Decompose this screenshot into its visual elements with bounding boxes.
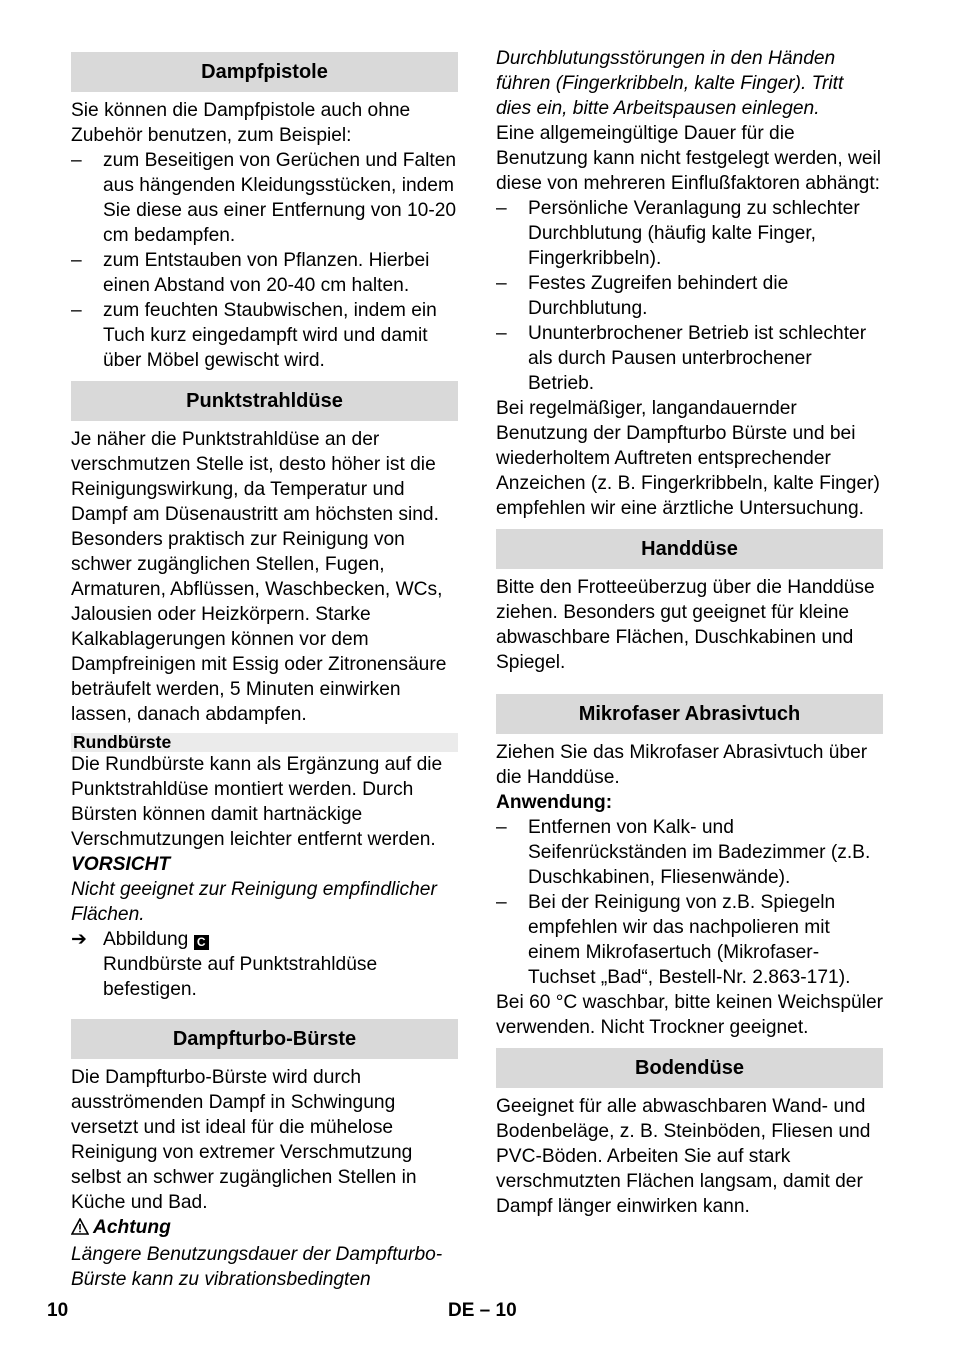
dash-mark: – xyxy=(496,273,507,294)
dash-mark: – xyxy=(496,892,507,913)
heading-mikrofaser: Mikrofaser Abrasivtuch xyxy=(496,694,883,734)
list-item: – Bei der Reinigung von z.B. Spiegeln empfehlen wir das nachpolieren mit einem Mikrofasertuch (Mikrofaser-Tuchset „Bad“, Bestell-Nr. 2.863-171). xyxy=(496,892,851,988)
punktstrahlduese-text: Je näher die Punktstrahldüse an der verschmutzen Stelle ist, desto höher ist die Reinigungswirkung, da Temperatur und Dampf am Düsenaustritt am höchsten sind. Besonders praktisch zur Reinigung von schwer zugänglichen Stellen, Fugen, Armaturen, Abflüssen, Waschbecken, WCs, Jalousien oder Heizkörpern. Starke Kalkablagerungen können vor dem Dampfreinigen mit Essig oder Zitronensäure beträufelt werden, 5 Minuten einwirken lassen, danach abdampfen. xyxy=(71,429,447,725)
list-item: – zum Entstauben von Pflanzen. Hierbei einen Abstand von 20-40 cm halten. xyxy=(71,250,430,296)
dampfturbo-text: Die Dampfturbo-Bürste wird durch ausströmenden Dampf in Schwingung versetzt und ist ideal für die mühelose Reinigung von extremer Verschmutzung selbst an schwer zugänglichen Stellen in Küche und Bad. xyxy=(71,1067,417,1213)
mikrofaser-care-text: Bei 60 °C waschbar, bitte keinen Weichspüler verwenden. Nicht Trockner geeignet. xyxy=(496,992,884,1038)
figure-text: Abbildung xyxy=(103,929,189,950)
dampfturbo-factors-list xyxy=(496,196,883,396)
heading-bodenduese: Bodendüse xyxy=(496,1048,883,1088)
dash-mark: – xyxy=(496,817,507,838)
caution-label: VORSICHT xyxy=(71,854,171,875)
bodenduese-text: Geeignet für alle abwaschbaren Wand- und Bodenbeläge, z. B. Steinböden, Fliesen und PVC-Böden. Arbeiten Sie auf stark verschmutzten Flächen langsam, damit der Dampf länger einwirken kann. xyxy=(496,1096,871,1217)
dampfturbo-recommendation: Bei regelmäßiger, langandauernder Benutzung der Dampfturbo Bürste und bei wiederholtem Auftreten entsprechender Anzeichen (z. B. Fingerkribbeln, kalte Finger) empfehlen wir eine ärztliche Untersuchung. xyxy=(496,398,880,519)
handduese-text: Bitte den Frotteeüberzug über die Handdüse ziehen. Besonders gut geeignet für kleine abwaschbare Flächen, Duschkabinen und Spiegel. xyxy=(496,577,875,673)
list-item: – zum feuchten Staubwischen, indem ein Tuch kurz eingedampft wird und damit über Möbel gewischt wird. xyxy=(71,300,437,371)
instruction-text: Rundbürste auf Punktstrahldüse befestigen. xyxy=(103,954,378,1000)
list-item: – Ununterbrochener Betrieb ist schlechter als durch Pausen unterbrochener Betrieb. xyxy=(496,323,867,394)
mikrofaser-list xyxy=(496,815,883,990)
list-item: – Persönliche Veranlagung zu schlechter Durchblutung (häufig kalte Finger, Fingerkribbeln). xyxy=(496,198,860,269)
right-column xyxy=(496,46,883,1219)
warning-row xyxy=(71,1215,458,1242)
arrow-right-icon: ➔ xyxy=(71,929,88,950)
dash-mark: – xyxy=(71,300,82,321)
usage-label: Anwendung: xyxy=(496,792,613,813)
rundbuerste-text: Die Rundbürste kann als Ergänzung auf die Punktstrahldüse montiert werden. Durch Bürsten können damit hartnäckige Verschmutzungen leichter entfernt werden. xyxy=(71,754,443,850)
instruction-figure xyxy=(71,927,458,952)
mikrofaser-text: Ziehen Sie das Mikrofaser Abrasivtuch über die Handdüse. xyxy=(496,742,868,788)
page-code: DE – 10 xyxy=(448,1300,517,1321)
list-item: – Festes Zugreifen behindert die Durchblutung. xyxy=(496,273,789,319)
heading-dampfturbo: Dampfturbo-Bürste xyxy=(71,1019,458,1059)
figure-label-c-icon: C xyxy=(194,935,209,950)
list-item: – zum Beseitigen von Gerüchen und Falten aus hängenden Kleidungsstücken, indem Sie diese aus einer Entfernung von 10-20 cm bedampfen. xyxy=(71,150,457,246)
dash-mark: – xyxy=(71,250,82,271)
warning-label: Achtung xyxy=(93,1217,171,1238)
warning-triangle-icon xyxy=(71,1217,93,1242)
dash-mark: – xyxy=(496,198,507,219)
list-item: – Entfernen von Kalk- und Seifenrückständen im Badezimmer (z.B. Duschkabinen, Fliesenwände). xyxy=(496,817,871,888)
dash-mark: – xyxy=(496,323,507,344)
left-column xyxy=(71,52,458,1292)
dampfturbo-duration-text: Eine allgemeingültige Dauer für die Benutzung kann nicht festgelegt werden, weil diese von mehreren Einflußfaktoren abhängt: xyxy=(496,123,882,194)
warning-text-continued: Durchblutungsstörungen in den Händen führen (Fingerkribbeln, kalte Finger). Tritt dies ein, bitte Arbeitspausen einlegen. xyxy=(496,48,844,119)
heading-handduese: Handdüse xyxy=(496,529,883,569)
subheading-rundbuerste: Rundbürste xyxy=(71,733,458,752)
heading-punktstrahlduese: Punktstrahldüse xyxy=(71,381,458,421)
heading-dampfpistole: Dampfpistole xyxy=(71,52,458,92)
page-number: 10 xyxy=(47,1300,69,1321)
dampfpistole-list xyxy=(71,148,458,373)
dash-mark: – xyxy=(71,150,82,171)
caution-text: Nicht geeignet zur Reinigung empfindlicher Flächen. xyxy=(71,879,437,925)
warning-text: Längere Benutzungsdauer der Dampfturbo-Bürste kann zu vibrationsbedingten xyxy=(71,1244,443,1290)
dampfpistole-intro: Sie können die Dampfpistole auch ohne Zubehör benutzen, zum Beispiel: xyxy=(71,100,411,146)
